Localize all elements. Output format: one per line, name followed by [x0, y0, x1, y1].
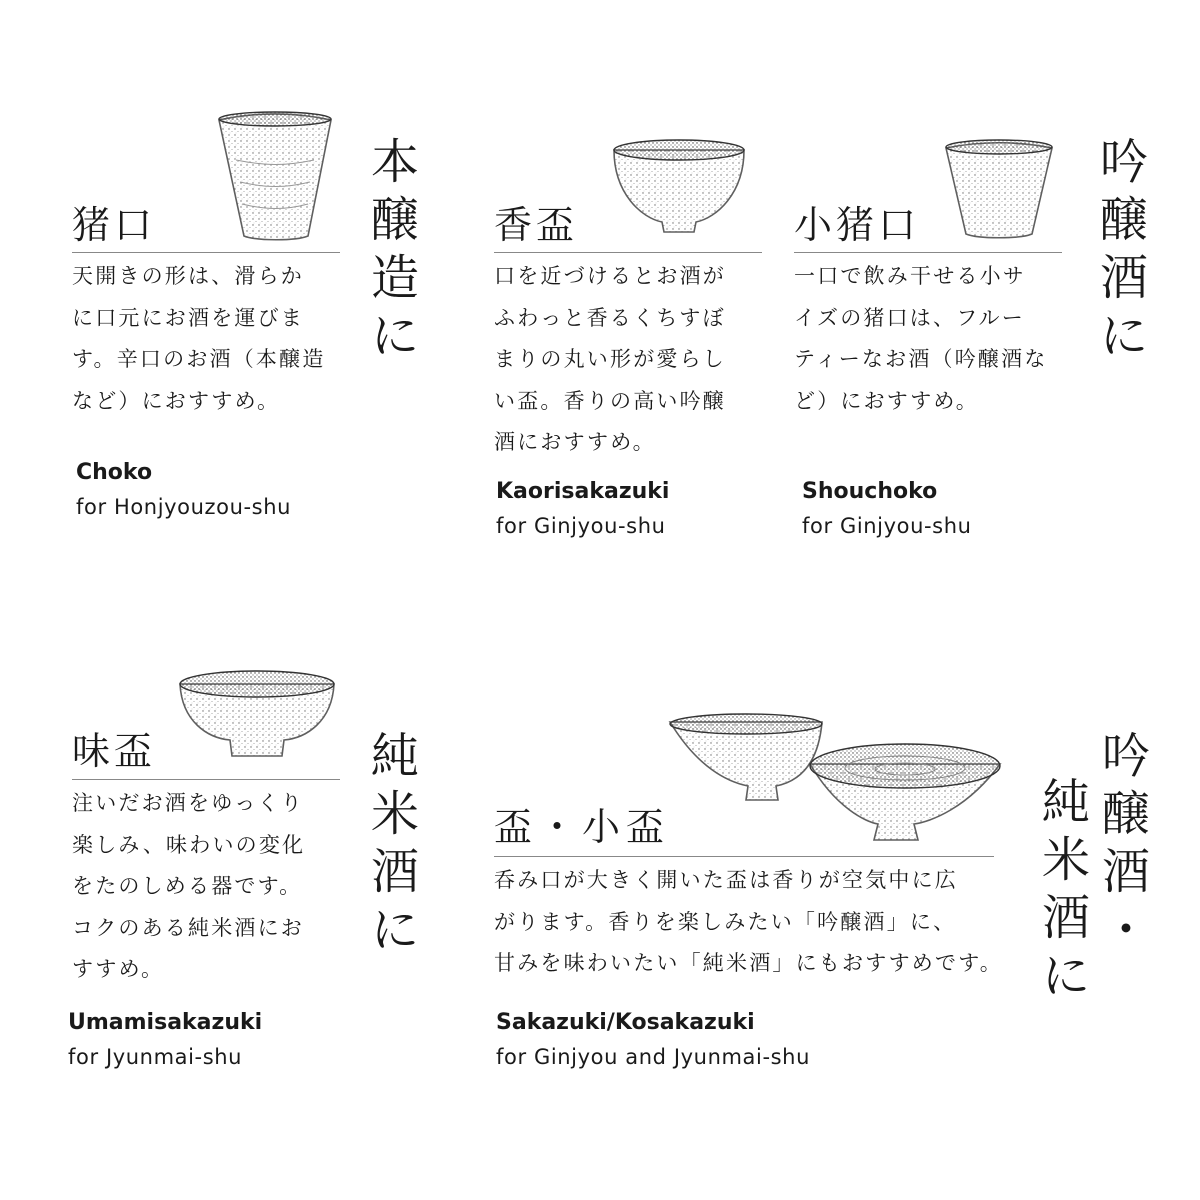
side-label-honjyouzou: 本 醸 造 に — [370, 134, 419, 364]
item-title: 猪口 — [72, 203, 157, 247]
divider — [494, 252, 762, 253]
item-english-subtitle: for Ginjyou-shu — [496, 514, 666, 538]
kaorisakazuki-cup-sketch — [612, 138, 746, 234]
item-english-name: Shouchoko — [802, 479, 938, 504]
item-title: 盃・小盃 — [494, 805, 671, 849]
item-title: 味盃 — [72, 729, 157, 773]
item-description: 注いだお酒をゆっくり 楽しみ、味わいの変化 をたのしめる器です。 コクのある純米酒にお すすめ。 — [72, 791, 306, 981]
item-english-subtitle: for Ginjyou-shu — [802, 514, 972, 538]
item-description: 呑み口が大きく開いた盃は香りが空気中に広 がります。香りを楽しみたい「吟醸酒」に、 甘みを味わいたい「純米酒」にもおすすめです。 — [494, 868, 1003, 975]
shouchoko-cup-sketch — [944, 138, 1054, 240]
divider — [494, 856, 994, 857]
divider — [72, 779, 340, 780]
choko-cup-sketch — [216, 110, 334, 242]
item-title: 香盃 — [494, 203, 579, 247]
side-label-jyunmai: 純 米 酒 に — [370, 728, 419, 958]
item-english-subtitle: for Ginjyou and Jyunmai-shu — [496, 1045, 810, 1069]
item-description: 口を近づけるとお酒が ふわっと香るくちすぼ まりの丸い形が愛らし い盃。香りの高い吟醸 酒におすすめ。 — [494, 264, 726, 454]
item-english-subtitle: for Honjyouzou-shu — [76, 495, 292, 519]
item-english-name: Kaorisakazuki — [496, 479, 670, 504]
item-description: 天開きの形は、滑らか に口元にお酒を運びま す。辛口のお酒（本醸造 など）におすすめ。 — [72, 264, 326, 413]
umamisakazuki-cup-sketch — [178, 668, 336, 760]
side-label-jyunmai-col2: 純 米 酒 に — [1041, 774, 1090, 1004]
item-description: 一口で飲み干せる小サ イズの猪口は、フルー ティーなお酒（吟醸酒な ど）におすすめ。 — [794, 264, 1048, 413]
item-english-name: Choko — [76, 460, 153, 485]
item-english-subtitle: for Jyunmai-shu — [68, 1045, 243, 1069]
divider — [794, 252, 1062, 253]
sakazuki-pair-sketch — [668, 712, 1002, 842]
item-english-name: Sakazuki/Kosakazuki — [496, 1010, 755, 1035]
item-title: 小猪口 — [794, 203, 921, 247]
item-english-name: Umamisakazuki — [68, 1010, 263, 1035]
divider — [72, 252, 340, 253]
side-label-ginjyou-col1: 吟 醸 酒 ・ — [1101, 728, 1150, 958]
side-label-ginjyou: 吟 醸 酒 に — [1099, 134, 1148, 364]
